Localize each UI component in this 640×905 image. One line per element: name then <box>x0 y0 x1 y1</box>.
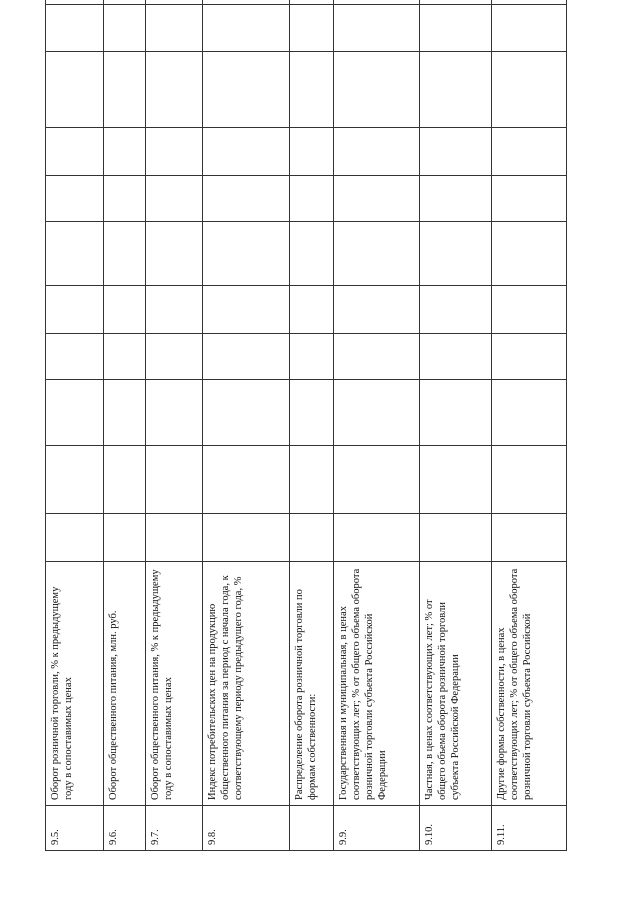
table-row <box>104 0 146 851</box>
table-cell <box>146 446 203 514</box>
indicators-table <box>45 0 567 851</box>
table-cell <box>334 380 420 446</box>
table-cell <box>420 176 492 222</box>
table-cell <box>492 446 567 514</box>
table-cell <box>290 128 334 176</box>
rotated-table-wrapper <box>45 18 566 851</box>
table-cell <box>420 5 492 52</box>
table-cell <box>46 5 104 52</box>
row-label: Государственная и муниципальная, в ценах соответствующих лет; % от общего объема оборота розничной торговли субъекта Российской Федерации <box>334 562 420 806</box>
table-cell <box>290 514 334 562</box>
table-cell <box>46 222 104 286</box>
table-cell <box>46 446 104 514</box>
table-cell <box>46 286 104 334</box>
table-cell <box>46 0 104 5</box>
table-row <box>492 0 567 851</box>
table-row <box>290 0 334 851</box>
row-number: 9.8. <box>203 806 290 851</box>
table-body <box>46 0 567 851</box>
table-cell <box>203 0 290 5</box>
table-cell <box>46 334 104 380</box>
row-number: 9.7. <box>146 806 203 851</box>
table-cell <box>420 222 492 286</box>
table-cell <box>492 222 567 286</box>
table-cell <box>492 514 567 562</box>
table-cell <box>203 5 290 52</box>
table-cell <box>46 52 104 128</box>
table-cell <box>104 380 146 446</box>
table-cell <box>420 128 492 176</box>
row-number <box>290 806 334 851</box>
table-cell <box>203 334 290 380</box>
table-cell <box>492 334 567 380</box>
row-label: Оборот общественного питания, млн. руб. <box>104 562 146 806</box>
row-number: 9.11. <box>492 806 567 851</box>
table-cell <box>46 380 104 446</box>
table-cell <box>290 380 334 446</box>
row-label: Распределение оборота розничной торговли по формам собственности: <box>290 562 334 806</box>
table-cell <box>290 222 334 286</box>
table-cell <box>146 52 203 128</box>
table-cell <box>203 222 290 286</box>
table-cell <box>420 286 492 334</box>
table-cell <box>290 5 334 52</box>
table-cell <box>334 514 420 562</box>
table-cell <box>290 446 334 514</box>
table-row <box>203 0 290 851</box>
table-cell <box>46 128 104 176</box>
table-cell <box>334 286 420 334</box>
row-label: Другие формы собственности, в ценах соответствующих лет; % от общего объема оборота розничной торговли субъекта Российской <box>492 562 567 806</box>
table-cell <box>492 286 567 334</box>
table-row <box>334 0 420 851</box>
table-cell <box>290 52 334 128</box>
table-cell <box>146 380 203 446</box>
table-cell <box>334 128 420 176</box>
table-row <box>146 0 203 851</box>
table-cell <box>203 380 290 446</box>
table-cell <box>492 52 567 128</box>
row-label: Оборот розничной торговли, % к предыдущему году в сопоставимых ценах <box>46 562 104 806</box>
table-cell <box>420 334 492 380</box>
table-cell <box>203 52 290 128</box>
table-row <box>420 0 492 851</box>
table-cell <box>203 286 290 334</box>
row-number: 9.10. <box>420 806 492 851</box>
row-label: Оборот общественного питания, % к предыдущему году в сопоставимых ценах <box>146 562 203 806</box>
table-cell <box>146 514 203 562</box>
table-cell <box>492 380 567 446</box>
table-row <box>46 0 104 851</box>
table-cell <box>290 176 334 222</box>
table-cell <box>104 222 146 286</box>
table-cell <box>146 222 203 286</box>
table-cell <box>104 128 146 176</box>
table-cell <box>334 52 420 128</box>
row-label: Индекс потребительских цен на продукцию общественного питания за период с начала года, к соответствующему периоду предыдущего года, % <box>203 562 290 806</box>
table-cell <box>146 334 203 380</box>
table-cell <box>290 0 334 5</box>
table-cell <box>104 52 146 128</box>
table-cell <box>146 0 203 5</box>
row-label: Частная, в ценах соответствующих лет; % от общего объема оборота розничной торговли субъекта Российской Федерации <box>420 562 492 806</box>
table-cell <box>420 52 492 128</box>
table-cell <box>334 446 420 514</box>
table-cell <box>46 514 104 562</box>
table-cell <box>334 334 420 380</box>
table-cell <box>203 176 290 222</box>
table-cell <box>334 0 420 5</box>
table-cell <box>334 5 420 52</box>
table-cell <box>104 286 146 334</box>
row-number: 9.5. <box>46 806 104 851</box>
table-cell <box>492 5 567 52</box>
table-cell <box>104 0 146 5</box>
table-cell <box>492 128 567 176</box>
table-cell <box>334 176 420 222</box>
table-cell <box>146 286 203 334</box>
table-cell <box>420 446 492 514</box>
table-cell <box>104 5 146 52</box>
table-cell <box>104 514 146 562</box>
table-cell <box>492 0 567 5</box>
table-cell <box>104 446 146 514</box>
table-cell <box>104 334 146 380</box>
row-number: 9.9. <box>334 806 420 851</box>
table-cell <box>146 176 203 222</box>
table-cell <box>290 334 334 380</box>
table-cell <box>420 380 492 446</box>
table-cell <box>420 0 492 5</box>
table-cell <box>420 514 492 562</box>
table-cell <box>203 128 290 176</box>
row-number: 9.6. <box>104 806 146 851</box>
table-cell <box>334 222 420 286</box>
table-cell <box>290 286 334 334</box>
table-cell <box>46 176 104 222</box>
table-cell <box>146 128 203 176</box>
table-cell <box>492 176 567 222</box>
table-cell <box>104 176 146 222</box>
table-cell <box>146 5 203 52</box>
table-cell <box>203 514 290 562</box>
table-cell <box>203 446 290 514</box>
